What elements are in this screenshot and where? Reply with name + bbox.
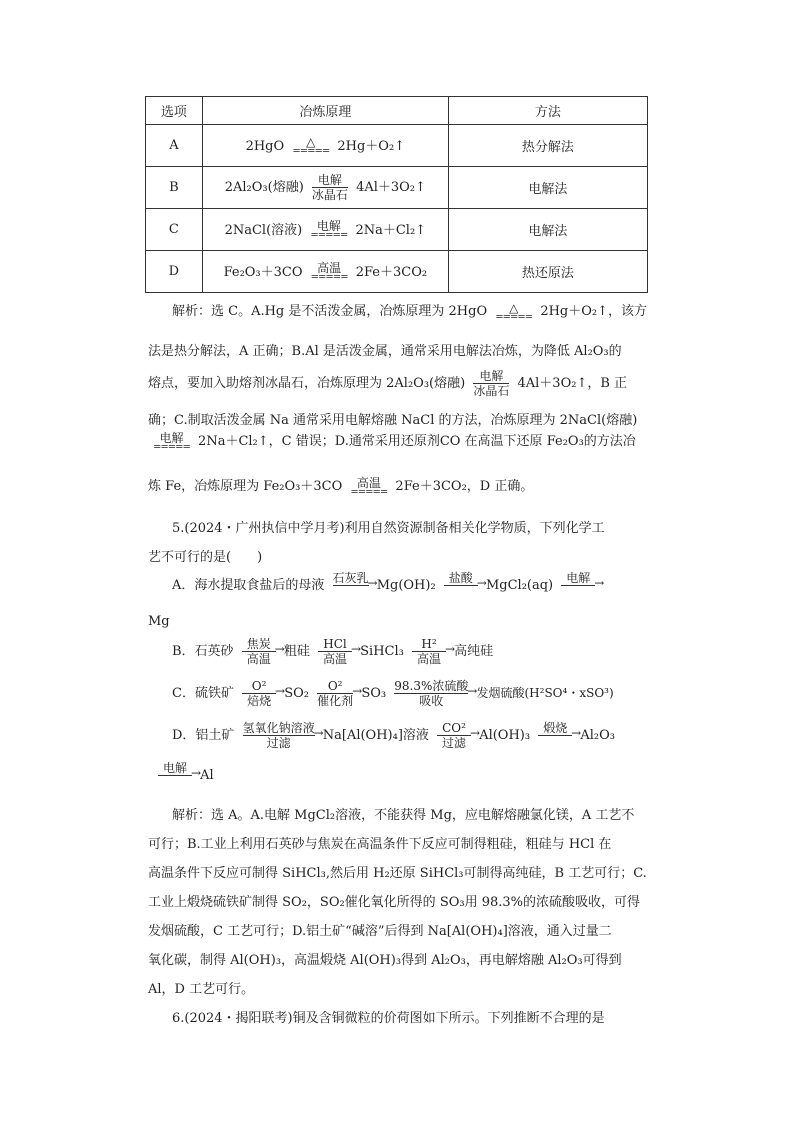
row-principle (202, 125, 448, 167)
arrow-line (394, 693, 468, 694)
arrow-top: 氢氧化钠溶液 (242, 721, 315, 735)
reaction-arrow (242, 680, 276, 707)
q5-option-c (172, 680, 614, 707)
row-principle (202, 167, 448, 209)
reaction-arrow (317, 680, 353, 707)
analysis1-line3 (148, 370, 627, 397)
condition-top: 电解 (316, 219, 341, 234)
analysis2-line6: 氧化碳，制得 Al(OH)₃，高温煅烧 Al(OH)₃得到 Al₂O₃，再电解熔融 Al₂O₃可得到 (148, 953, 622, 968)
analysis2-line2: 可行；B.工业上利用石英砂与焦炭在高温条件下反应可制得粗硅，粗硅与 HCl 在 (148, 837, 612, 852)
row-option: B (146, 167, 203, 209)
reaction-arrow (318, 638, 352, 665)
analysis1-line2: 法是热分解法，A 正确；B.Al 是活泼金属，通常采用电解法冶炼，为降低 Al₂O₃的 (148, 344, 622, 359)
row-principle (202, 209, 448, 251)
text: 2Hg＋O₂↑，该方 (540, 304, 648, 319)
row-method: 电解法 (448, 209, 647, 251)
option-label: C．硫铁矿 (172, 686, 234, 701)
condition-top: 电解 (479, 369, 504, 383)
product: Al₂O₃ (580, 728, 616, 743)
option-label: D．铝土矿 (172, 728, 235, 743)
smelting-table (145, 96, 648, 293)
analysis2-line1: 解析：选 A。A.电解 MgCl₂溶液，不能获得 Mg，应电解熔融氯化镁，A 工艺不 (172, 808, 635, 823)
header-principle: 冶炼原理 (202, 97, 448, 125)
q5-option-d-end (158, 762, 214, 789)
reaction-arrow (437, 722, 471, 749)
equals-sign: ===== (310, 230, 348, 242)
reaction-condition (473, 370, 509, 397)
product: Na[Al(OH)₄]溶液 (322, 728, 429, 743)
reaction-arrow (243, 722, 315, 749)
arrow-top: 98.3%浓硫酸 (394, 679, 469, 693)
arrow-bottom (333, 587, 369, 599)
text: 2Na＋Cl₂↑，C 错误；D.通常采用还原剂CO 在高温下还原 Fe₂O₃的方法冶 (198, 434, 636, 449)
condition-top: 电解 (317, 173, 342, 187)
reaction-arrow (412, 638, 446, 665)
text: 炼 Fe，冶炼原理为 Fe₂O₃＋3CO (148, 479, 343, 494)
table-row (146, 209, 648, 251)
arrow-bottom (538, 737, 572, 749)
reactant: Fe₂O₃＋3CO (223, 264, 303, 280)
product: Al (200, 768, 214, 783)
arrow-bottom: 吸收 (419, 694, 444, 708)
condition-top: 高温 (317, 261, 342, 276)
arrow-bottom: 高温 (246, 652, 271, 666)
row-method: 电解法 (448, 167, 647, 209)
reaction-arrow (561, 572, 595, 599)
equals-sign: ===== (292, 146, 330, 158)
reaction-arrow (538, 722, 572, 749)
product: SO₃ (361, 686, 387, 701)
analysis1-line4: 确；C.制取活泼金属 Na 通常采用电解熔融 NaCl 的方法，冶炼原理为 2NaCl(熔融) (148, 413, 638, 428)
arrow-top: H² (421, 637, 437, 651)
row-method: 热还原法 (448, 251, 647, 293)
arrow-line (333, 585, 369, 586)
arrow-bottom: 催化剂 (317, 694, 354, 708)
reaction-condition (495, 302, 532, 322)
text: 4Al＋3O₂↑，B 正 (517, 376, 628, 391)
analysis2-line3: 高温条件下反应可制得 SiHCl₃,然后用 H₂还原 SiHCl₃可制得高纯硅，B 工艺可行；C. (148, 866, 647, 881)
row-method: 热分解法 (448, 125, 647, 167)
reaction-arrow (158, 762, 192, 789)
condition-bottom: 冰晶石 (473, 384, 510, 398)
equals-sign: ===== (310, 272, 348, 284)
arrow-bottom (561, 587, 595, 599)
arrow-bottom: 焙烧 (247, 694, 272, 708)
table-row (146, 167, 648, 209)
reactant: 2Al₂O₃(熔融) (224, 180, 304, 195)
condition-top: 高温 (356, 475, 381, 490)
option-label: A．海水提取食盐后的母液 (172, 578, 325, 593)
reactant: 2HgO (245, 138, 285, 154)
arrow-top: CO² (442, 721, 466, 735)
reaction-condition (310, 220, 347, 240)
q5-stem-line2: 艺不可行的是( ) (148, 550, 263, 565)
row-principle (202, 251, 448, 293)
text: 2Fe＋3CO₂，D 正确。 (395, 479, 534, 494)
arrow-top: 电解 (566, 571, 591, 585)
arrow-line (318, 651, 352, 652)
product: Al(OH)₃ (479, 728, 531, 743)
arrow-top: O² (327, 679, 343, 693)
reaction-condition (153, 432, 190, 452)
product: SO₂ (284, 686, 310, 701)
product: 2Fe＋3CO₂ (355, 264, 428, 280)
text: 解析：选 C。A.Hg 是不活泼金属，冶炼原理为 2HgO (172, 304, 488, 319)
arrow-line (538, 735, 572, 736)
q6-stem: 6.(2024・揭阳联考)铜及含铜微粒的价荷图如下所示。下列推断不合理的是 (172, 1011, 605, 1026)
analysis2-line7: Al，D 工艺可行。 (148, 982, 255, 997)
equals-sign: ===== (350, 486, 388, 498)
arrow-top: HCl (323, 637, 347, 651)
q5-option-b (172, 638, 493, 665)
arrow-bottom: 过滤 (442, 736, 467, 750)
product: 高纯硅 (454, 644, 494, 659)
table-header-row (146, 97, 648, 125)
row-option: A (146, 125, 203, 167)
analysis1-line6 (148, 475, 533, 497)
reaction-arrow (242, 638, 276, 665)
row-option: C (146, 209, 203, 251)
table-row (146, 125, 648, 167)
header-option: 选项 (146, 97, 203, 125)
product: 2Na＋Cl₂↑ (355, 222, 427, 238)
product: 2Hg＋O₂↑ (337, 138, 406, 154)
text: 熔点，要加入助熔剂冰晶石，冶炼原理为 2Al₂O₃(熔融) (148, 376, 466, 391)
q5-option-d (172, 722, 615, 749)
arrow-line (242, 693, 276, 694)
arrow-line (243, 735, 315, 736)
q5-option-a-end: Mg (148, 614, 170, 629)
arrow-bottom: 过滤 (266, 736, 291, 750)
product: 粗硅 (283, 644, 310, 659)
q5-option-a (172, 572, 599, 599)
arrow-line (444, 585, 478, 586)
equals-sign: ===== (153, 441, 190, 453)
equals-sign: ===== (495, 311, 533, 323)
condition-top: △ (509, 300, 519, 315)
arrow-line (158, 775, 192, 776)
analysis1-line5 (153, 430, 636, 452)
arrow-bottom (444, 587, 478, 599)
reaction-condition (350, 477, 387, 497)
condition-top: △ (306, 135, 316, 150)
arrow-line (317, 693, 353, 694)
reaction-condition (292, 136, 329, 156)
arrow-line (437, 735, 471, 736)
product: MgCl₂(aq) (485, 578, 554, 593)
arrow-bottom (158, 777, 192, 789)
arrow-top: 焦炭 (246, 637, 271, 651)
arrow-bottom: 高温 (416, 652, 441, 666)
arrow-line (561, 585, 595, 586)
product: SiHCl₃ (360, 644, 404, 659)
table-row (146, 251, 648, 293)
arrow-bottom: 高温 (322, 652, 347, 666)
condition-top: 电解 (159, 430, 184, 445)
arrow-top: O² (251, 679, 267, 693)
arrow-line (242, 651, 276, 652)
reaction-arrow (444, 572, 478, 599)
analysis1-line1 (172, 300, 647, 322)
reaction-condition (311, 262, 348, 282)
arrow-top: 电解 (162, 761, 187, 775)
reaction-arrow (394, 680, 468, 707)
condition-bottom: 冰晶石 (311, 188, 348, 202)
q5-stem-line1: 5.(2024・广州执信中学月考)利用自然资源制备相关化学物质，下列化学工 (172, 521, 605, 536)
row-option: D (146, 251, 203, 293)
reaction-arrow (333, 572, 369, 599)
reactant: 2NaCl(溶液) (224, 222, 303, 238)
header-method: 方法 (448, 97, 647, 125)
arrow-top: 石灰乳 (332, 571, 369, 585)
analysis2-line5: 发烟硫酸，C 工艺可行；D.铝土矿“碱溶”后得到 Na[Al(OH)₄]溶液，通入过量二 (148, 924, 612, 939)
arrow-top: 煅烧 (543, 721, 568, 735)
product: 4Al＋3O₂↑ (356, 180, 426, 195)
arrow-line (412, 651, 446, 652)
product: Mg(OH)₂ (376, 578, 436, 593)
analysis2-line4: 工业上煅烧硫铁矿制得 SO₂，SO₂催化氧化所得的 SO₃用 98.3%的浓硫酸吸收，可得 (148, 895, 641, 910)
reaction-condition (312, 174, 348, 201)
product: 发烟硫酸(H²SO⁴・xSO³) (476, 686, 614, 700)
arrow-top: 盐酸 (448, 571, 473, 585)
option-label: B．石英砂 (172, 644, 234, 659)
